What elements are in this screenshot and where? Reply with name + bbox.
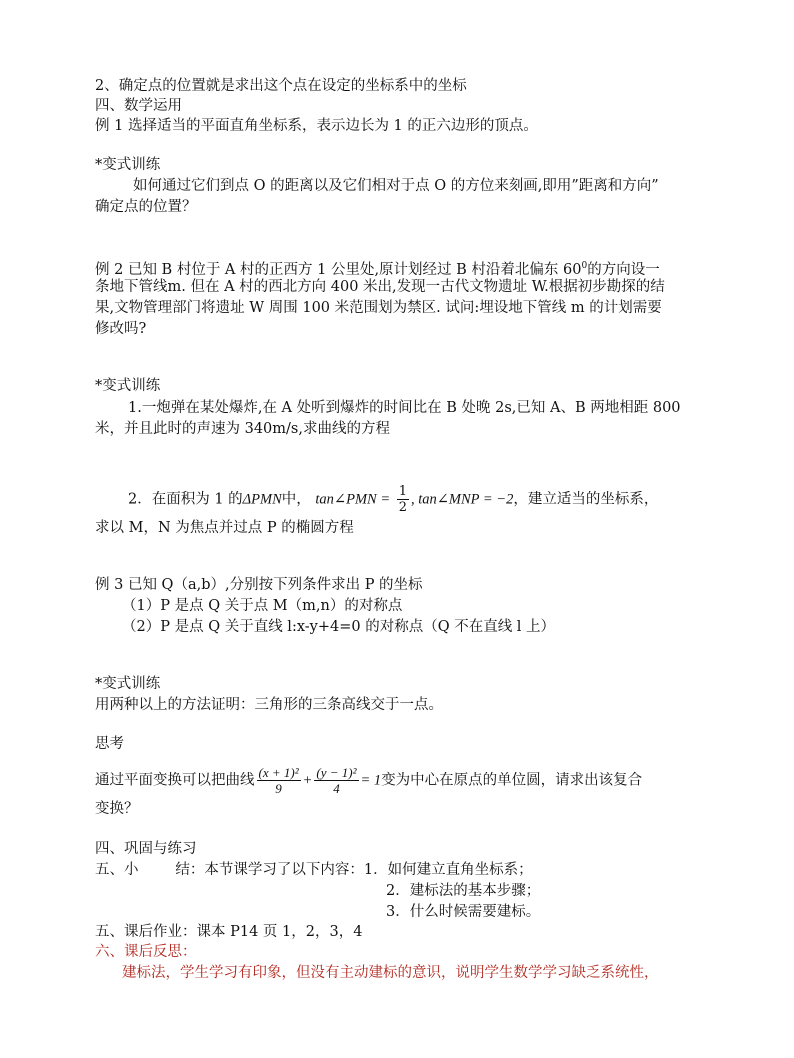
text-segment: 2．在面积为 1 的 [128, 491, 243, 508]
example-3: 例 3 已知 Q（a,b）,分别按下列条件求出 P 的坐标 [95, 577, 423, 593]
example-1: 例 1 选择适当的平面直角坐标系，表示边长为 1 的正六边形的顶点。 [95, 118, 538, 134]
math-expression: = 1 [360, 772, 382, 789]
math-expression: , tan∠MNP = −2 [411, 491, 514, 508]
condition-1: （1）P 是点 Q 关于点 M（m,n）的对称点 [122, 598, 403, 614]
section-heading: 四、数学运用 [95, 98, 182, 114]
think-question [95, 765, 642, 796]
text-segment: ，建立适当的坐标系， [513, 491, 659, 508]
text-line: 果,文物管理部门将遗址 W 周围 100 米范围划为禁区. 试问:埋设地下管线 m 的计划需要 [95, 300, 662, 316]
text-segment: 中， [281, 491, 311, 508]
text-line: 确定点的位置？ [95, 199, 197, 215]
text-line: 2、确定点的位置就是求出这个点在设定的坐标系中的坐标 [95, 78, 467, 94]
fraction-denominator: 4 [333, 781, 340, 796]
text-line: 求以 M，N 为焦点并过点 P 的椭圆方程 [95, 520, 354, 536]
text-line: 米，并且此时的声速为 340m/s,求曲线的方程 [95, 421, 390, 437]
text-segment: 通过平面变换可以把曲线 [95, 772, 255, 789]
section-heading: 四、巩固与练习 [95, 841, 197, 857]
fraction-numerator: 1 [398, 484, 407, 499]
fraction [397, 484, 409, 515]
summary-line: 五、小 结：本节课学习了以下内容：1．如何建立直角坐标系； [95, 862, 533, 878]
summary-item: 2．建标法的基本步骤； [386, 883, 541, 899]
degree-superscript: 0 [581, 261, 588, 271]
text-segment: 变为中心在原点的单位圆，请求出该复合 [381, 772, 643, 789]
fraction-numerator: (y − 1)² [316, 765, 357, 780]
homework-line: 五、课后作业：课本 P14 页 1，2，3，4 [95, 924, 363, 940]
text-segment: 例 2 已知 B 村位于 A 村的正西方 1 公里处,原计划经过 B 村沿着北偏东 60 [95, 261, 582, 278]
text-line: 变换？ [95, 801, 139, 817]
variant-training-heading: *变式训练 [95, 157, 161, 173]
text-line: 如何通过它们到点 O 的距离以及它们相对于点 O 的方位来刻画,即用”距离和方向” [133, 178, 659, 194]
math-operator: + [302, 772, 313, 789]
condition-2: （2）P 是点 Q 关于直线 l:x-y+4=0 的对称点（Q 不在直线 l 上） [122, 619, 556, 635]
think-heading: 思考 [95, 736, 124, 752]
fraction [314, 765, 358, 796]
exercise-1: 1.一炮弹在某处爆炸,在 A 处听到爆炸的时间比在 B 处晚 2s,已知 A、B 两地相距 800 [128, 400, 681, 416]
variant-training-heading: *变式训练 [95, 378, 161, 394]
math-expression: tan∠PMN = [315, 491, 391, 508]
fraction [257, 765, 301, 796]
text-line: 修改吗? [95, 321, 147, 337]
text-line: 用两种以上的方法证明：三角形的三条高线交于一点。 [95, 697, 443, 713]
variant-training-heading: *变式训练 [95, 676, 161, 692]
math-triangle: ΔPMN [242, 491, 282, 508]
fraction-numerator: (x + 1)² [258, 765, 299, 780]
exercise-2 [128, 484, 658, 515]
fraction-denominator: 9 [275, 781, 282, 796]
fraction-denominator: 2 [398, 500, 407, 515]
reflection-text: 建标法，学生学习有印象，但没有主动建标的意识，说明学生数学学习缺乏系统性， [122, 965, 659, 981]
summary-item: 3．什么时候需要建标。 [386, 904, 541, 920]
text-segment: 的方向设一 [587, 261, 660, 278]
text-line: 条地下管线m. 但在 A 村的西北方向 400 米出,发现一古代文物遗址 W.根据初步勘探的结 [95, 279, 665, 295]
reflection-heading: 六、课后反思： [95, 944, 197, 960]
